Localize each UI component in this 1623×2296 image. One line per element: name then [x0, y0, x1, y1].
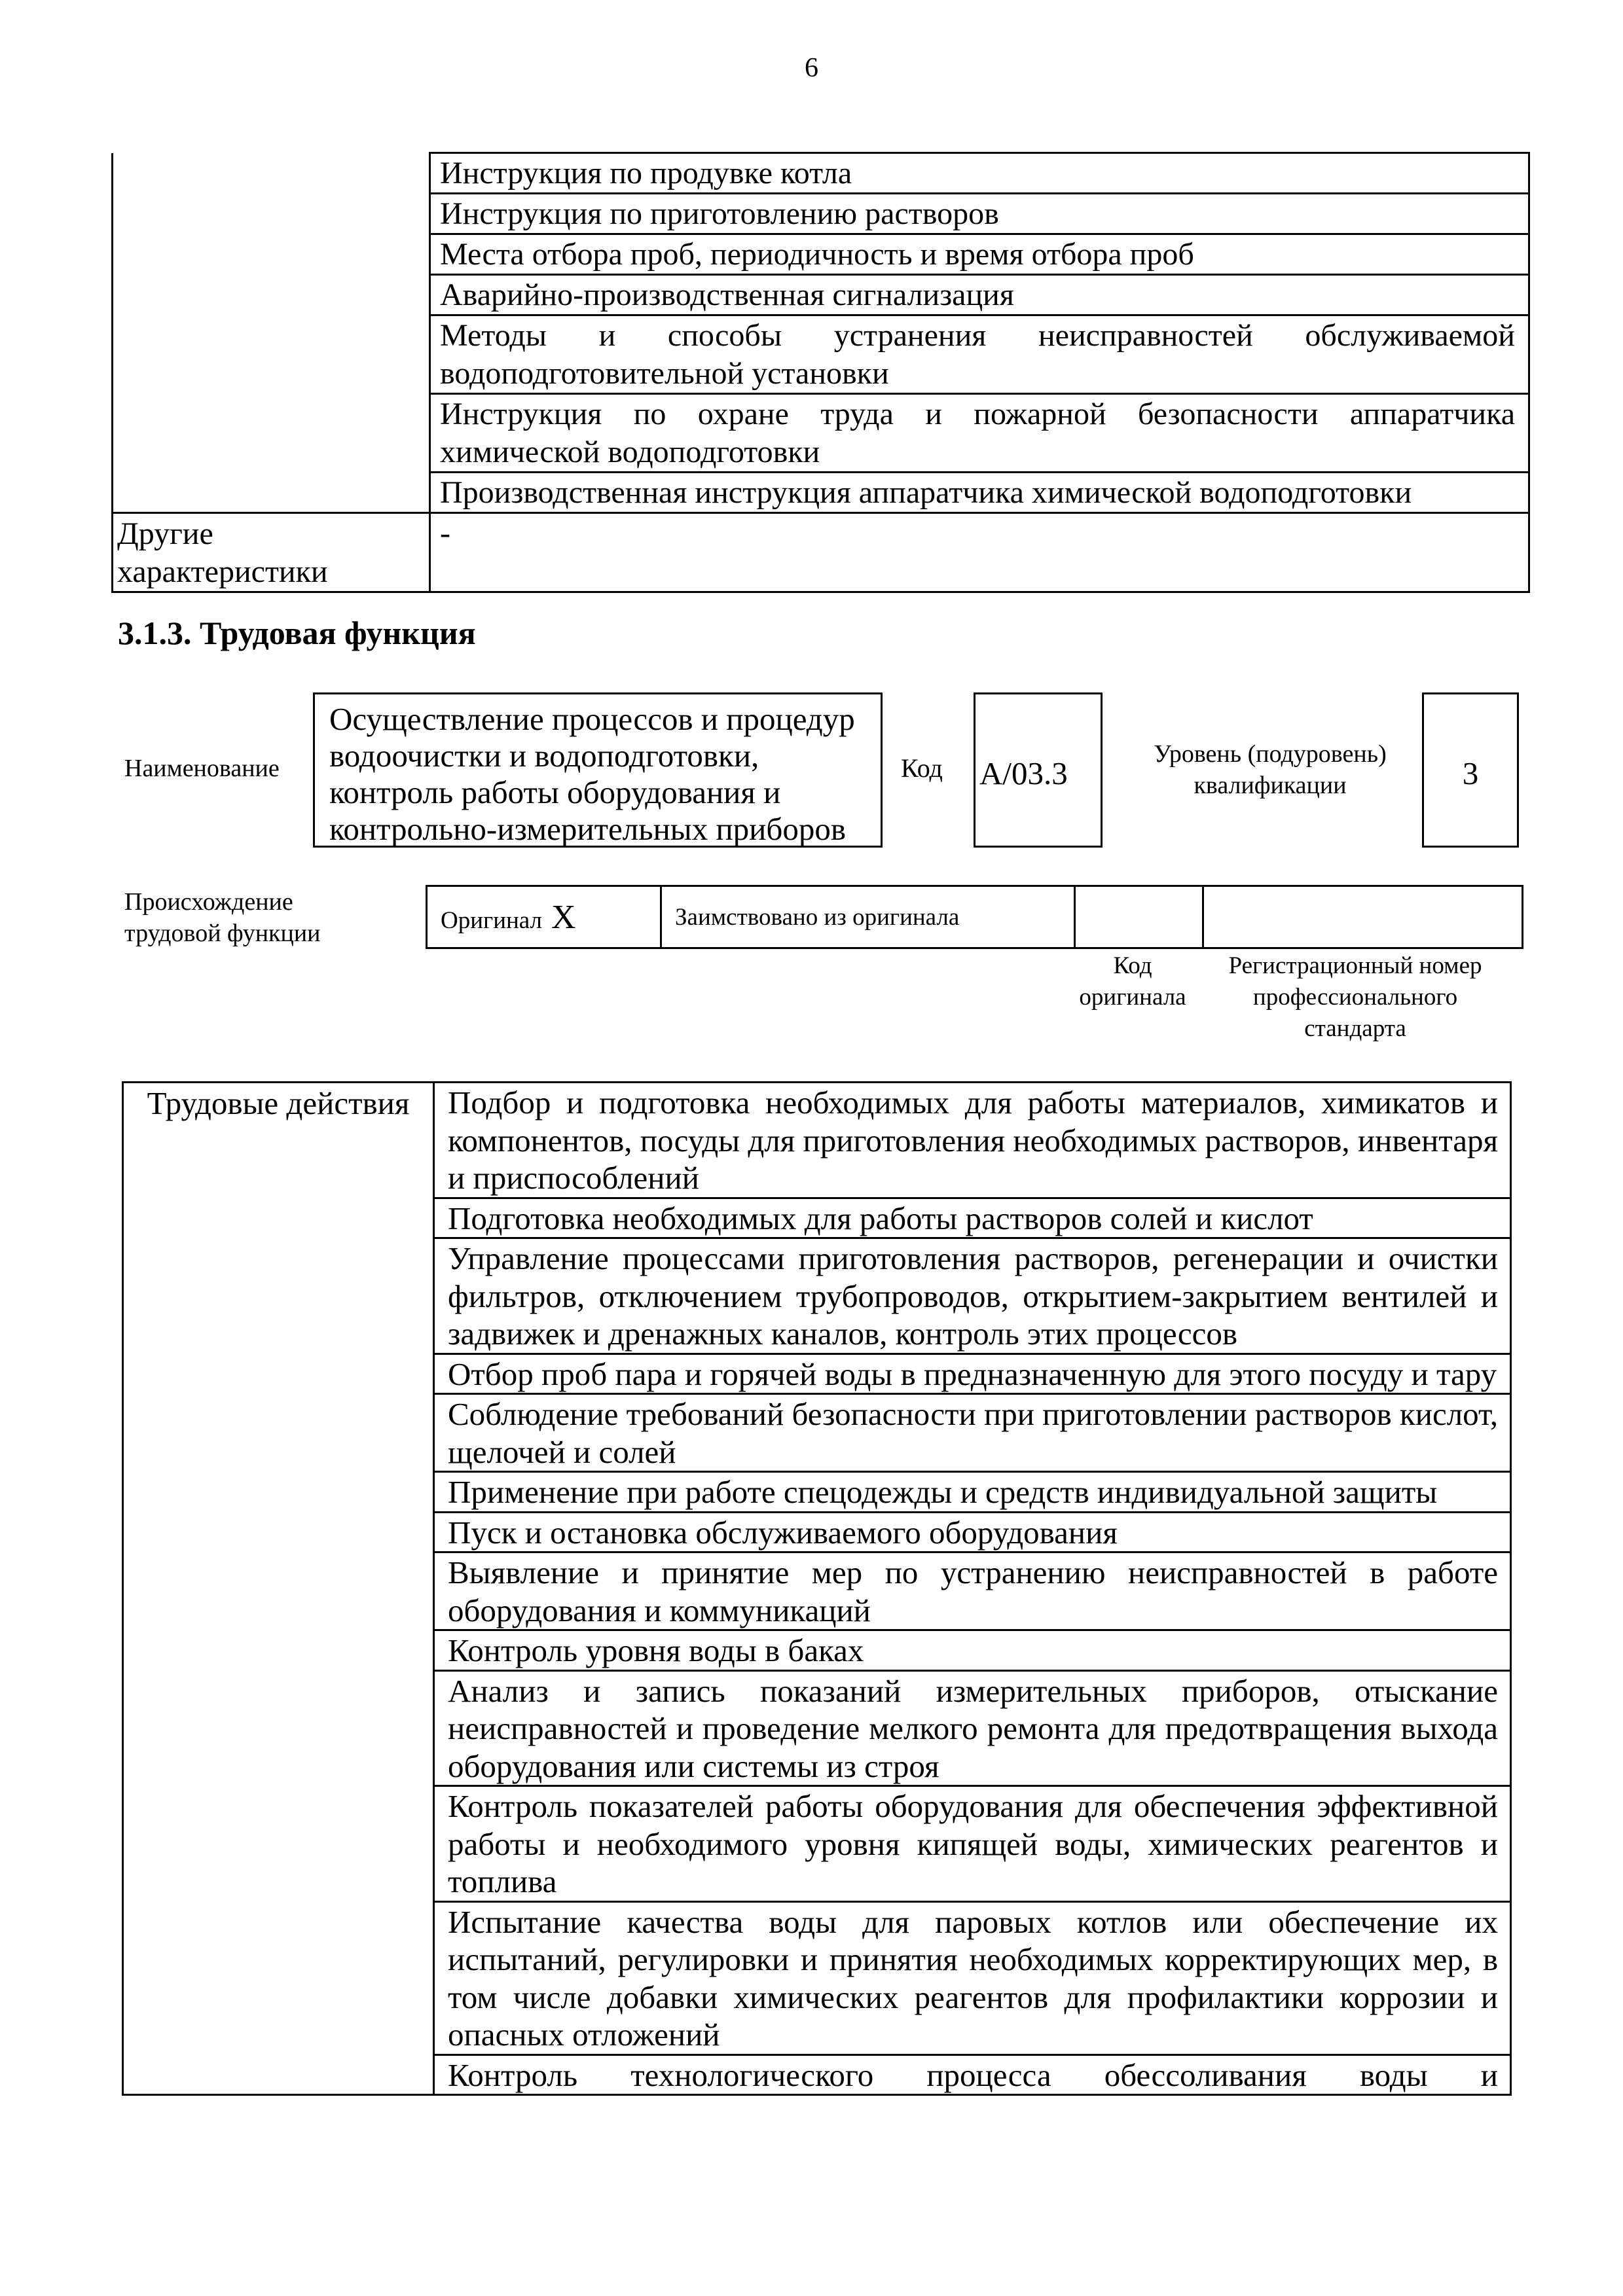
table-cell: Инструкция по продувке котла	[430, 153, 1529, 194]
table-cell: Методы и способы устранения неисправностей обслуживаемой водоподготовительной установки	[430, 315, 1529, 394]
origin-original-label: Оригинал	[441, 906, 543, 934]
table-cell: Применение при работе спецодежды и средств индивидуальной защиты	[434, 1472, 1511, 1513]
table-row	[427, 886, 1523, 948]
qualification-level-box: 3	[1422, 692, 1519, 848]
table-row	[113, 513, 1529, 592]
function-code-box: А/03.3	[974, 692, 1103, 848]
registration-number-cell	[1203, 886, 1523, 948]
table-cell: Контроль показателей работы оборудования для обеспечения эффективной работы и необходимого уровня кипящей воды, химических реагентов и топлива	[434, 1786, 1511, 1902]
empty-label-cell	[113, 153, 430, 513]
function-name-box: Осуществление процессов и процедур водоочистки и водоподготовки, контроль работы оборудования и контрольно-измерительных приборов	[313, 692, 883, 848]
table-cell: Контроль уровня воды в баках	[434, 1630, 1511, 1671]
qualification-level-label: Уровень (подуровень) квалификации	[1154, 740, 1387, 799]
table-cell: Испытание качества воды для паровых котлов или обеспечение их испытаний, регулировки и принятия необходимых корректирующих мер, в том числе добавки химических реагентов для профилактики коррозии и опасных отложений	[434, 1901, 1511, 2054]
table-cell: Аварийно-производственная сигнализация	[430, 275, 1529, 315]
table-cell: Управление процессами приготовления растворов, регенерации и очистки фильтров, отключением трубопроводов, открытием-закрытием вентилей и задвижек и дренажных каналов, контроль этих процессов	[434, 1238, 1511, 1354]
labor-actions-table	[122, 1081, 1512, 2096]
origin-original-cell	[427, 886, 661, 948]
origin-mark: X	[551, 898, 576, 936]
table-row	[113, 153, 1529, 194]
table-cell: Подбор и подготовка необходимых для работы материалов, химикатов и компонентов, посуды для приготовления необходимых растворов, инвентаря и приспособлений	[434, 1083, 1511, 1198]
table-cell: Подготовка необходимых для работы растворов солей и кислот	[434, 1198, 1511, 1238]
section-heading: 3.1.3. Трудовая функция	[118, 615, 476, 651]
table-cell: Соблюдение требований безопасности при приготовлении растворов кислот, щелочей и солей	[434, 1394, 1511, 1472]
other-characteristics-label: Другие характеристики	[113, 513, 430, 592]
table-cell: Отбор проб пара и горячей воды в предназначенную для этого посуду и тару	[434, 1354, 1511, 1394]
name-label: Наименование	[124, 755, 280, 782]
table-row	[123, 1083, 1511, 1198]
page-number: 6	[805, 53, 818, 83]
table-cell: Выявление и принятие мер по устранению неисправностей в работе оборудования и коммуникаций	[434, 1552, 1511, 1630]
origin-borrowed-cell: Заимствовано из оригинала	[661, 886, 1075, 948]
other-characteristics-value: -	[430, 513, 1529, 592]
labor-actions-label: Трудовые действия	[123, 1083, 434, 2095]
table-cell: Инструкция по приготовлению растворов	[430, 194, 1529, 234]
origin-label: Происхождение трудовой функции	[124, 888, 321, 947]
registration-number-caption: Регистрационный номер профессионального стандарта	[1228, 952, 1482, 1042]
origin-table	[426, 885, 1523, 949]
table-cell: Производственная инструкция аппаратчика химической водоподготовки	[430, 473, 1529, 513]
requirements-continuation-table	[111, 152, 1530, 593]
table-cell: Инструкция по охране труда и пожарной безопасности аппаратчика химической водоподготовки	[430, 394, 1529, 473]
table-cell: Пуск и остановка обслуживаемого оборудования	[434, 1512, 1511, 1552]
table-cell: Анализ и запись показаний измерительных приборов, отыскание неисправностей и проведение мелкого ремонта для предотвращения выхода оборудования или системы из строя	[434, 1670, 1511, 1786]
original-code-caption: Код оригинала	[1079, 952, 1186, 1011]
code-label: Код	[901, 753, 943, 783]
table-cell: Контроль технологического процесса обессоливания воды и	[434, 2054, 1511, 2095]
table-cell: Места отбора проб, периодичность и время отбора проб	[430, 234, 1529, 275]
original-code-cell	[1075, 886, 1203, 948]
